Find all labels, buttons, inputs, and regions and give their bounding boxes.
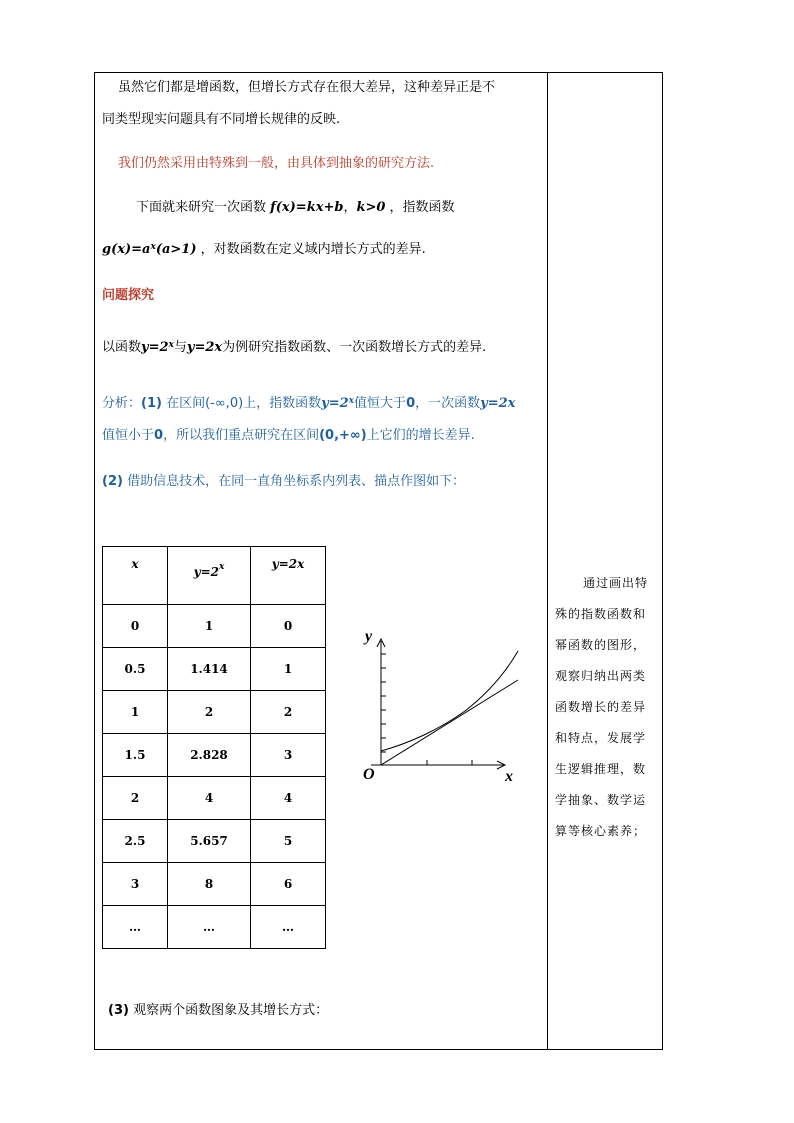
origin-label: O [363,766,375,783]
table-row [103,605,326,648]
header-exp-label: y=2 [193,565,219,579]
header-x: x [103,547,168,605]
para1-line2: 同类型现实问题具有不同增长规律的反映. [102,112,341,127]
para3-end: ，对数函数在定义域内增长方式的差异. [200,242,426,257]
y-ticks [381,654,386,752]
analysis-line3 [102,474,465,490]
table-cell: 3 [251,734,326,777]
side-note-line: 殊的指数函数和 [555,607,647,621]
table-cell: 0 [103,605,168,648]
example-post: 为例研究指数函数、一次函数增长方式的差异. [222,340,487,355]
para3-line1 [136,200,455,216]
step3-line [108,1003,328,1019]
example-line [102,340,486,356]
table-cell: 0 [251,605,326,648]
x-axis-label: x [505,768,513,785]
table-header-row [103,547,326,605]
side-note [555,568,659,847]
analysis-zero2: 0 [154,428,164,443]
example-exp-func: y=2 [141,340,169,355]
analysis-num2: (2) [102,474,123,489]
side-note-line: 算等核心素养； [555,824,647,838]
side-note-line: 函数增长的差异 [555,700,647,714]
example-mid: 与 [173,340,187,355]
table-cell: 5 [251,820,326,863]
table-row [103,734,326,777]
table-cell: 2 [103,777,168,820]
table-cell: 4 [251,777,326,820]
side-note-line: 和特点，发展学 [555,731,647,745]
header-linear: y=2x [251,547,326,605]
column-divider [547,72,548,1050]
analysis-exp-func: y=2 [321,396,349,411]
side-note-line: 通过画出特 [583,576,649,590]
table-cell: 4 [168,777,251,820]
para3-sep: ， [343,200,357,215]
table-row [103,863,326,906]
analysis-interval: (0,+∞) [319,428,367,443]
linear-line [381,680,518,765]
table-cell: 1.414 [168,648,251,691]
side-note-line: 学抽象、数学运 [555,793,647,807]
para3-line2 [102,242,426,258]
para3-lead: 下面就来研究一次函数 [136,200,267,215]
table-cell: 1 [103,691,168,734]
x-ticks [427,760,472,765]
table-cell: … [168,906,251,949]
example-exp-sup: x [168,340,174,350]
analysis-linear-func: y=2x [480,396,516,411]
analysis-t1: 在区间(-∞,0)上，指数函数 [166,396,322,411]
analysis-t3: ，一次函数 [415,396,481,411]
analysis-line1 [102,396,515,412]
analysis-t2: 值恒大于 [354,396,407,411]
table-cell: 1.5 [103,734,168,777]
section-title: 问题探究 [102,288,155,303]
step3-num: (3) [108,1003,129,1018]
side-note-line: 生逻辑推理，数 [555,762,647,776]
function-graph [355,625,525,790]
table-cell: 3 [103,863,168,906]
analysis-label: 分析： [102,396,142,411]
table-row [103,906,326,949]
k-condition: k>0 [356,200,386,215]
analysis-line2 [102,428,475,444]
a-condition: (a>1) [155,242,197,257]
table-cell: … [103,906,168,949]
table-row [103,777,326,820]
table-cell: 5.657 [168,820,251,863]
table-cell: 2 [168,691,251,734]
table-cell: 2.5 [103,820,168,863]
table-cell: 0.5 [103,648,168,691]
analysis-exp-sup: x [348,396,355,406]
table-cell: 1 [168,605,251,648]
side-note-line: 观察归纳出两类 [555,669,647,683]
header-exp-sup: x [219,562,225,572]
table-cell: 6 [251,863,326,906]
analysis-zero1: 0 [406,396,416,411]
value-table [102,546,326,949]
example-pre: 以函数 [102,340,142,355]
method-sentence: 我们仍然采用由特殊到一般，由具体到抽象的研究方法. [118,156,435,171]
exp-func-def: g(x)=a [102,242,151,257]
linear-func-def: f(x)=kx+b [270,200,344,215]
analysis-t6: 上它们的增长差异. [366,428,475,443]
step3-text: 观察两个函数图象及其增长方式： [133,1003,329,1018]
analysis2-text: 借助信息技术，在同一直角坐标系内列表、描点作图如下： [127,474,466,489]
analysis-t5: ，所以我们重点研究在区间 [163,428,320,443]
table-row [103,691,326,734]
header-exp [168,547,251,605]
para1-line1: 虽然它们都是增函数，但增长方式存在很大差异，这种差异正是不 [118,80,496,95]
analysis-num1: (1) [141,396,162,411]
table-cell: 8 [168,863,251,906]
analysis-t4: 值恒小于 [102,428,155,443]
table-cell: 2.828 [168,734,251,777]
table-cell: 1 [251,648,326,691]
table-cell: 2 [251,691,326,734]
para3-tail: ，指数函数 [389,200,455,215]
table-cell: … [251,906,326,949]
exp-curve [381,651,518,751]
table-row [103,820,326,863]
y-axis-label: y [365,628,373,645]
exp-superscript: x [150,242,156,252]
side-note-line: 幂函数的图形， [555,638,647,652]
example-linear-func: y=2x [186,340,223,355]
table-row [103,648,326,691]
